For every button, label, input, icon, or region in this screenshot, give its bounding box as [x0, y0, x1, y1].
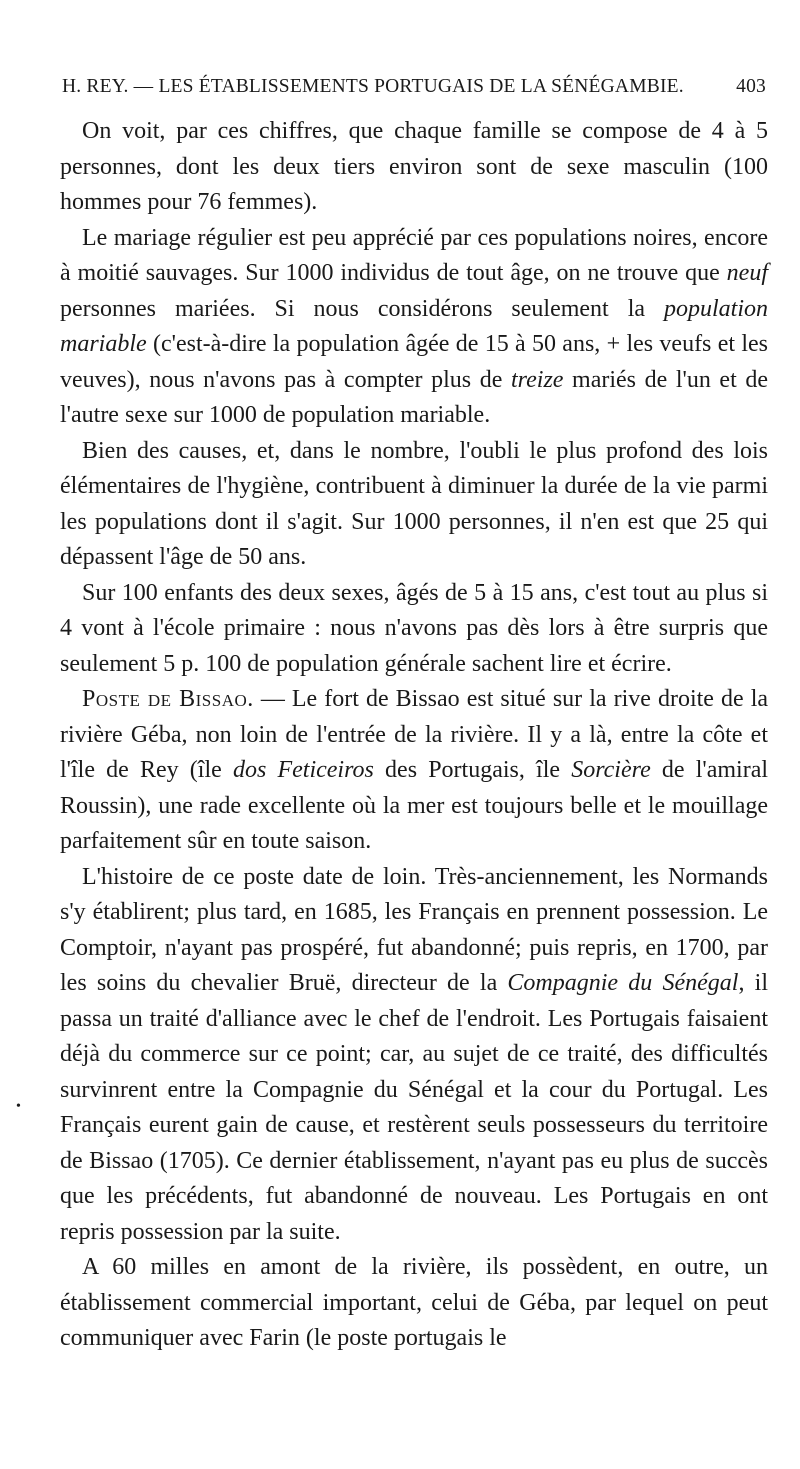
- text-run: personnes mariées. Si nous considérons seulement la: [60, 295, 664, 322]
- emphasis-treize: treize: [511, 366, 564, 393]
- emphasis-dos-feticeiros: dos Feticeiros: [232, 757, 374, 783]
- header-title: H. REY. — LES ÉTABLISSEMENTS PORTUGAIS DE LA SÉNÉGAMBIE.: [62, 76, 684, 97]
- text-run: , il passa un traité d'alliance avec le chef de l'endroit. Les Portugais faisaient déjà du commerce sur ce point; car, au sujet de ce traité, des difficultés survinrent entre la Compagnie du Sénégal et la cour du Portugal. Les Français eurent gain de cause, et restèrent seuls possesseurs du territoire de Bissao (1705). Ce dernier établissement, n'ayant pas eu plus de succès que les précédents, fut abandonné de nouveau. Les Portugais en ont repris possession par la suite.: [60, 970, 768, 1245]
- paragraph-poste-de-bissao: [60, 682, 768, 860]
- margin-dot: •: [16, 1099, 21, 1114]
- paragraph-schooling: Sur 100 enfants des deux sexes, âgés de 5 à 15 ans, c'est tout au plus si 4 vont à l'école primaire : nous n'avons pas dès lors à être surpris que seulement 5 p. 100 de population générale sachent lire et écrire.: [60, 579, 768, 677]
- text-run: L'histoire de ce poste date de loin. Très-anciennement, les Normands s'y établirent; plus tard, en 1685, les Français en prennent possession. Le Comptoir, n'ayant pas prospéré, fut abandonné; puis repris, en 1700, par les soins du chevalier Bruë, directeur de la: [60, 863, 768, 996]
- text-run: (c'est-à-dire la population âgée de 15 à 50 ans, + les veufs et les veuves), nous n'avons pas à compter plus de: [60, 331, 768, 393]
- running-header: [62, 76, 766, 104]
- text-run: de l'amiral Roussin), une rade excellente où la mer est toujours belle et le mouillage parfaitement sûr en toute saison.: [60, 757, 769, 854]
- emphasis-sorciere: Sorcière: [571, 757, 651, 783]
- body-text: [60, 114, 768, 1357]
- text-run: Le mariage régulier est peu apprécié par ces populations noires, encore à moitié sauvages. Sur 1000 individus de tout âge, on ne trouve que: [60, 224, 768, 286]
- section-heading-bissao: Poste de Bissao.: [82, 686, 254, 712]
- paragraph-history: [60, 860, 768, 1251]
- text-run: mariés de l'un et de l'autre sexe sur 1000 de population mariable.: [60, 366, 769, 428]
- emphasis-population-mariable: population mariable: [60, 295, 768, 357]
- text-run: — Le fort de Bissao est situé sur la rive droite de la rivière Géba, non loin de l'entrée de la rivière. Il y a là, entre la côte et l'île de Rey (île: [60, 686, 769, 783]
- paragraph-marriage: [60, 221, 768, 434]
- emphasis-neuf: neuf: [726, 260, 768, 286]
- paragraph-geba: A 60 milles en amont de la rivière, ils possèdent, en outre, un établissement commercial important, celui de Géba, par lequel on peut communiquer avec Farin (le poste portugais le: [60, 1254, 768, 1351]
- paragraph-life-span: Bien des causes, et, dans le nombre, l'oubli le plus profond des lois élémentaires de l'hygiène, contribuent à diminuer la durée de la vie parmi les populations dont il s'agit. Sur 1000 personnes, il n'en est que 25 qui dépassent l'âge de 50 ans.: [60, 437, 768, 570]
- paragraph-family-size: On voit, par ces chiffres, que chaque famille se compose de 4 à 5 personnes, dont les deux tiers environ sont de sexe masculin (100 hommes pour 76 femmes).: [60, 118, 768, 215]
- text-run: des Portugais, île: [373, 757, 572, 783]
- page-number: 403: [736, 76, 766, 97]
- emphasis-compagnie-du-senegal: Compagnie du Sénégal: [507, 970, 739, 996]
